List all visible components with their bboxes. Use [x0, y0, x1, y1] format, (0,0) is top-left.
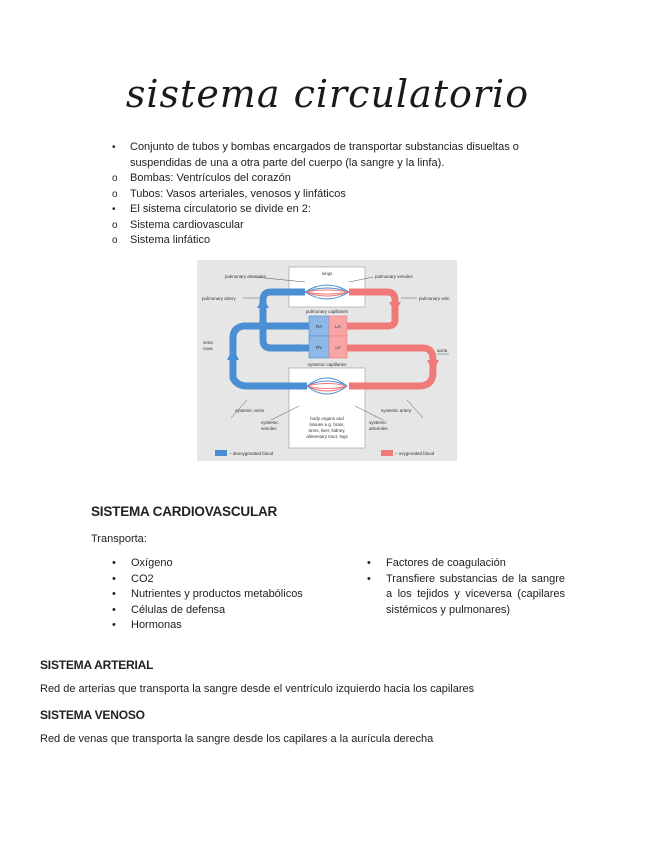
vena-cava-label: vena — [203, 340, 213, 345]
systemic-venules-label: systemic — [261, 420, 279, 425]
body-organs-label: alimentary tract, legs — [306, 434, 348, 439]
list-item — [110, 140, 580, 171]
list-item-text: Factores de coagulación — [386, 557, 506, 569]
list-item-text: Oxígeno — [131, 557, 173, 569]
bullet-icon: • — [112, 603, 116, 616]
list-item-text: CO2 — [131, 572, 154, 585]
list-item — [110, 618, 330, 634]
list-item — [110, 218, 580, 234]
systemic-arterioles-label: arterioles — [369, 426, 388, 431]
transport-list-right — [365, 556, 565, 618]
list-item — [365, 556, 565, 572]
ra-label: RA — [315, 324, 323, 329]
bullet-marker: o — [112, 235, 118, 246]
list-item — [110, 202, 580, 218]
page-title: sistema circulatorio — [125, 72, 530, 116]
list-item-text: El sistema circulatorio se divide en 2: — [130, 203, 311, 215]
systemic-capillaries-label: systemic capillaries — [307, 362, 347, 367]
list-item-text: Conjunto de tubos y bombas encargados de transportar substancias disueltas o suspendidas de una a otra parte del cuerpo (la sangre y la linfa). — [130, 141, 519, 169]
bullet-marker: o — [112, 219, 118, 231]
section-heading-cardiovascular: SISTEMA CARDIOVASCULAR — [91, 504, 278, 519]
section-heading-venoso: SISTEMA VENOSO — [40, 708, 145, 722]
venoso-description: Red de venas que transporta la sangre desde los capilares a la aurícula derecha — [40, 733, 434, 745]
transport-list-left — [110, 556, 330, 634]
legend-oxygenated-label: – oxygenated blood — [395, 451, 435, 456]
section-heading-arterial: SISTEMA ARTERIAL — [40, 658, 154, 672]
list-item-text: Tubos: Vasos arteriales, venosos y linfáticos — [130, 187, 346, 200]
bullet-icon: • — [367, 572, 371, 585]
bullet-icon: • — [367, 557, 371, 569]
bullet-marker: • — [112, 142, 116, 153]
arterial-description: Red de arterias que transporta la sangre desde el ventrículo izquierdo hacia los capilares — [40, 683, 475, 695]
bullet-marker: o — [112, 173, 118, 184]
list-item-text: Transfiere substancias de la sangre a los tejidos y viceversa (capilares sistémicos y pulmonares) — [386, 572, 565, 616]
systemic-venules-label: venules — [261, 426, 277, 431]
list-item — [110, 572, 330, 588]
bullet-icon: • — [112, 588, 116, 600]
list-item-text: Bombas: Ventrículos del corazón — [130, 172, 291, 184]
lungs-label: lungs — [321, 271, 333, 276]
pulmonary-capillaries-label: pulmonary capillaries — [305, 309, 349, 314]
intro-list — [110, 140, 580, 249]
transporta-label: Transporta: — [91, 533, 147, 545]
vena-cava-label: cava — [203, 346, 213, 351]
pulmonary-vein-label: pulmonary vein — [419, 296, 450, 301]
systemic-arterioles-label: systemic — [369, 420, 387, 425]
list-item-text: Sistema linfático — [130, 234, 211, 246]
aorta-label: aorta — [437, 348, 448, 353]
pulmonary-arterioles-label: pulmonary arterioles — [225, 274, 266, 279]
list-item — [110, 187, 580, 203]
pulmonary-venules-label: pulmonary venules — [375, 274, 413, 279]
pulmonary-artery-label: pulmonary artery — [202, 296, 236, 301]
list-item — [365, 572, 565, 619]
la-label: LA — [335, 324, 341, 329]
list-item — [110, 233, 580, 249]
body-organs-label: arms, liver, kidney, — [308, 428, 346, 433]
list-item-text: Células de defensa — [131, 603, 226, 616]
lv-label: LV — [335, 345, 341, 350]
systemic-artery-label: systemic artery — [381, 408, 412, 413]
circulation-diagram — [197, 260, 457, 461]
list-item — [110, 556, 330, 572]
bullet-icon: • — [112, 619, 116, 631]
rv-label: RV — [315, 345, 323, 350]
bullet-marker: o — [112, 188, 118, 200]
list-item — [110, 171, 580, 187]
list-item-text: Sistema cardiovascular — [130, 218, 244, 231]
bullet-icon: • — [112, 557, 116, 569]
bullet-icon: • — [112, 572, 116, 585]
list-item — [110, 587, 330, 603]
list-item — [110, 603, 330, 619]
body-organs-label: tissues e.g. brain, — [309, 422, 345, 427]
legend-swatch-deoxygenated — [215, 450, 227, 456]
list-item-text: Nutrientes y productos metabólicos — [131, 588, 303, 600]
bullet-marker: • — [112, 204, 116, 215]
list-item-text: Hormonas — [131, 619, 182, 631]
legend-swatch-oxygenated — [381, 450, 393, 456]
body-organs-label: body organs and — [310, 416, 344, 421]
legend-deoxygenated-label: – deoxygenated blood — [229, 451, 274, 456]
systemic-veins-label: systemic veins — [235, 408, 265, 413]
